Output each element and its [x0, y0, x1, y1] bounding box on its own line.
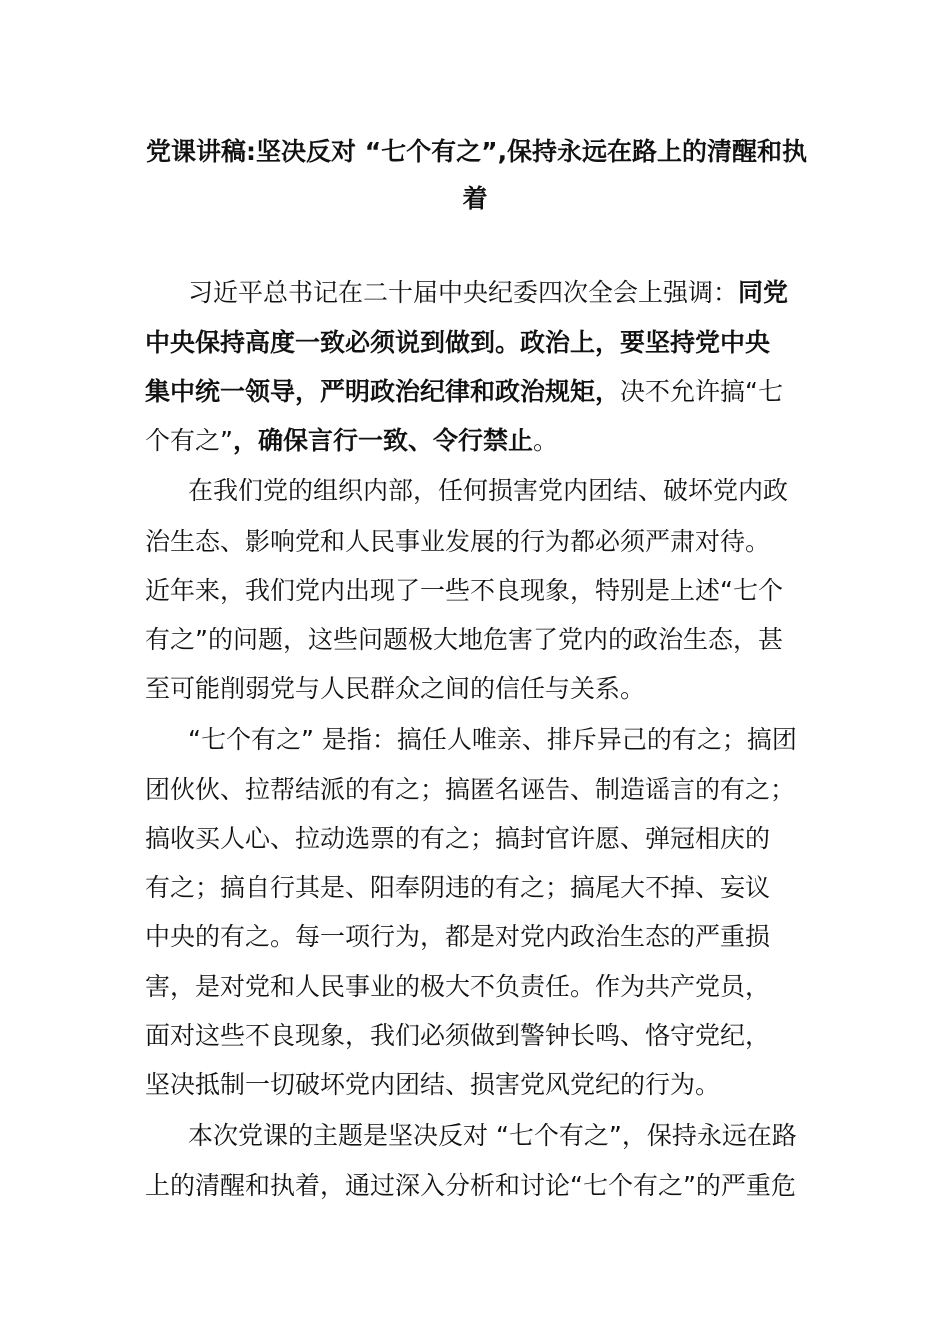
- paragraph-4-line-2: 上的清醒和执着，通过深入分析和讨论“七个有之”的严重危: [145, 1171, 796, 1200]
- p1-text: 决不允许搞“七: [620, 377, 783, 406]
- p1-bold-text: ，确保言行一致、令行禁止: [232, 426, 533, 455]
- p1-bold-text: 中央保持高度一致必须说到做到。政治上，要坚持党中央: [145, 328, 771, 357]
- paragraph-2-line-5: 至可能削弱党与人民群众之间的信任与关系。: [145, 674, 646, 703]
- p1-text: 。: [532, 426, 558, 455]
- paragraph-3-line-7: 面对这些不良现象，我们必须做到警钟长鸣、恪守党纪，: [145, 1021, 771, 1050]
- paragraph-3-line-8: 坚决抵制一切破坏党内团结、损害党风党纪的行为。: [145, 1070, 721, 1099]
- p1-bold-text: 同党: [738, 278, 789, 307]
- p1-text: 习近平总书记在二十届中央纪委四次全会上强调：: [188, 278, 739, 307]
- paragraph-3-line-4: 有之；搞自行其是、阳奉阴违的有之；搞尾大不掉、妄议: [145, 873, 771, 902]
- document-title-line-2: 着: [462, 184, 488, 213]
- paragraph-3-line-1: “七个有之” 是指：搞任人唯亲、排斥异己的有之；搞团: [188, 725, 797, 754]
- paragraph-2-line-3: 近年来，我们党内出现了一些不良现象，特别是上述“七个: [145, 576, 783, 605]
- paragraph-1-line-2: [145, 318, 770, 368]
- document-title-line-1: 党课讲稿:坚决反对 “七个有之”,保持永远在路上的清醒和执: [146, 137, 808, 166]
- paragraph-4-line-1: 本次党课的主题是坚决反对 “七个有之”，保持永远在路: [188, 1121, 797, 1150]
- paragraph-3-line-5: 中央的有之。每一项行为，都是对党内政治生态的严重损: [145, 922, 771, 951]
- paragraph-3-line-6: 害，是对党和人民事业的极大不负责任。作为共产党员，: [145, 972, 771, 1001]
- paragraph-3-line-3: 搞收买人心、拉动选票的有之；搞封官许愿、弹冠相庆的: [145, 824, 771, 853]
- paragraph-1-line-3: [145, 367, 783, 417]
- paragraph-3-line-2: 团伙伙、拉帮结派的有之；搞匿名诬告、制造谣言的有之；: [145, 775, 796, 804]
- p1-text: 个有之”: [145, 426, 233, 455]
- paragraph-2-line-2: 治生态、影响党和人民事业发展的行为都必须严肃对待。: [145, 527, 771, 556]
- paragraph-2-line-1: 在我们党的组织内部，任何损害党内团结、破坏党内政: [188, 476, 789, 505]
- paragraph-1-line-1: [188, 268, 788, 318]
- paragraph-2-line-4: 有之”的问题，这些问题极大地危害了党内的政治生态，甚: [145, 625, 783, 654]
- p1-bold-text: 集中统一领导，严明政治纪律和政治规矩，: [145, 377, 621, 406]
- paragraph-1-line-4: [145, 416, 558, 466]
